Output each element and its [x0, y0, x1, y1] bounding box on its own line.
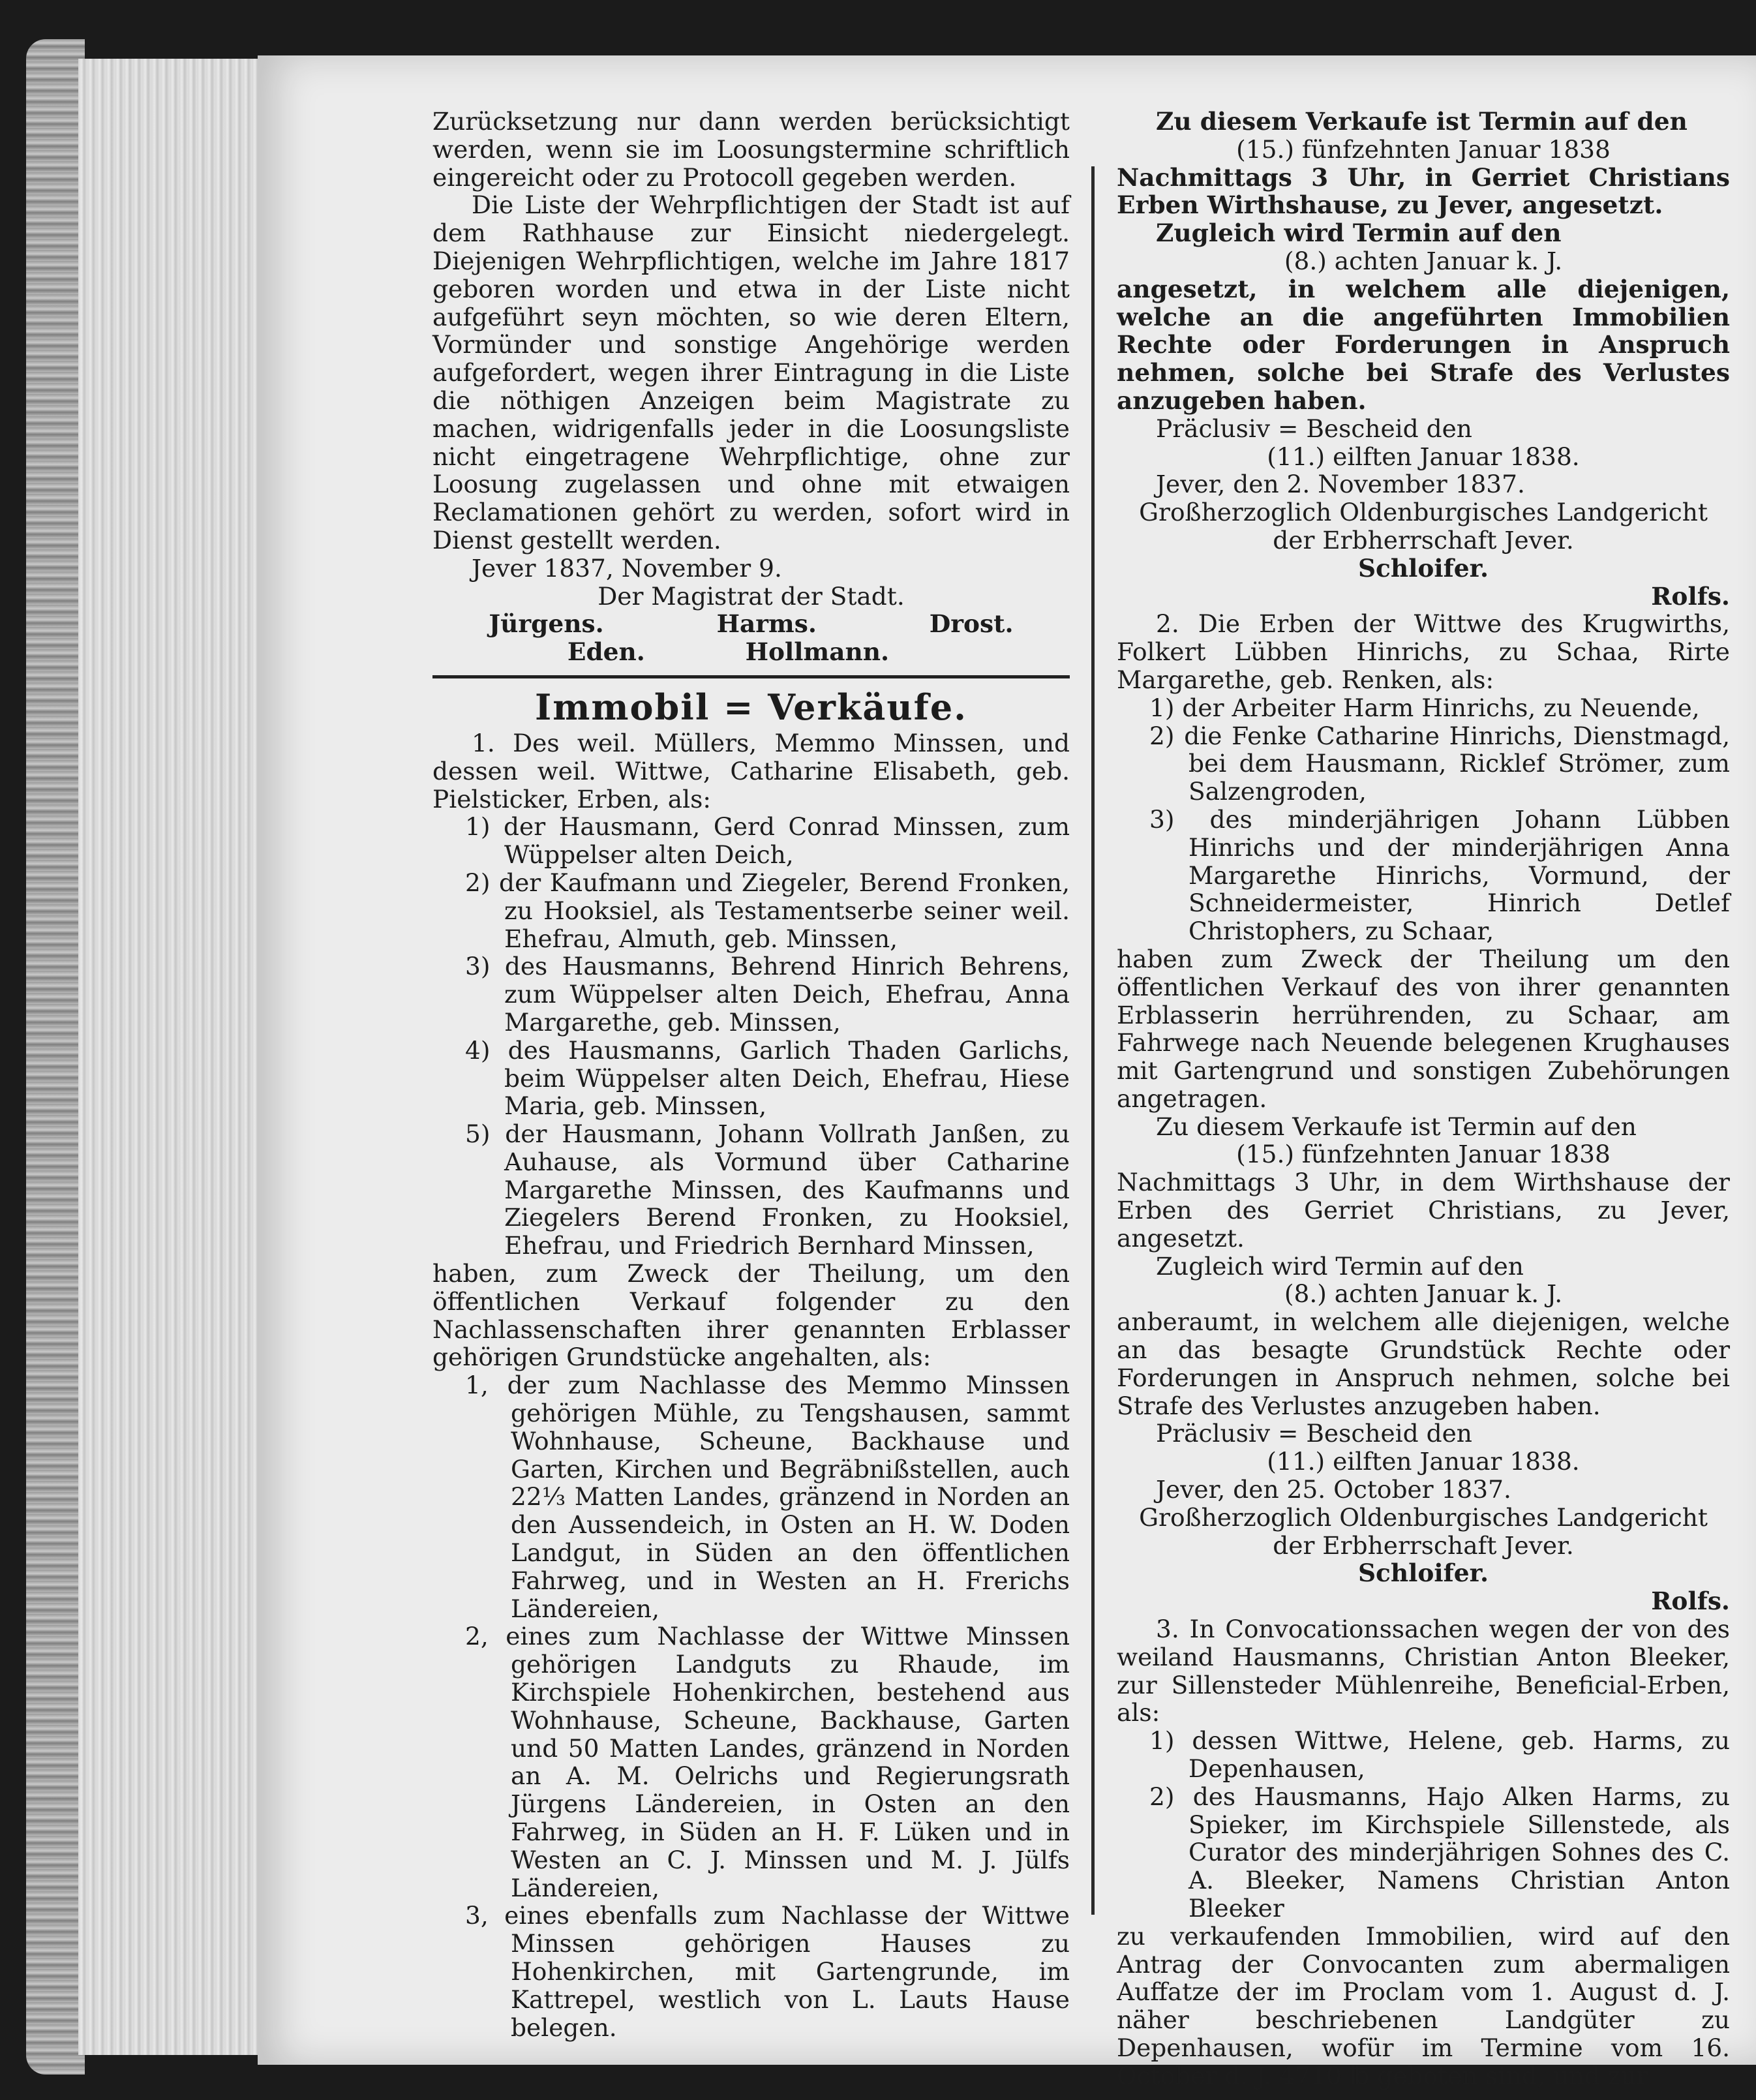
right-column — [1117, 108, 1730, 2090]
book-spine-edge — [26, 39, 85, 2075]
term-location-1: Nachmittags 3 Uhr, in Gerriet Christians Erben Wirthshause, zu Jever, angesetzt. — [1117, 162, 1730, 220]
sale-1-purpose: haben, zum Zweck der Theilung, um den öffentlichen Verkauf folgender zu den Nachlassenschaften ihrer genannten Erblasser gehörigen Grundstücke angehalten, als: — [432, 1259, 1070, 1372]
preclusive-intro-2: Präclusiv = Bescheid den — [1156, 1419, 1472, 1448]
page-stack-edge — [78, 59, 274, 2055]
term-intro-2: Zu diesem Verkaufe ist Termin auf den — [1156, 1112, 1637, 1141]
heir-3-1: 1) dessen Wittwe, Helene, geb. Harms, zu Depenhausen, — [1149, 1726, 1730, 1784]
signature-eden: Eden. — [567, 637, 645, 667]
heir-2: 2) der Kaufmann und Ziegeler, Berend Fronken, zu Hooksiel, als Testamentserbe seiner weil. Ehefrau, Almuth, geb. Minssen, — [465, 868, 1070, 953]
heir-3-2: 2) des Hausmanns, Hajo Alken Harms, zu Spieker, im Kirchspiele Sillenstede, als Curator des minderjährigen Sohnes des C. A. Bleeker, Namens Christian Anton Bleeker — [1149, 1782, 1730, 1923]
signature-row-2 — [432, 638, 1070, 666]
preclusive-date-1: (11.) eilften Januar 1838. — [1267, 442, 1580, 471]
section-rule — [432, 675, 1070, 678]
sale-2-intro: 2. Die Erben der Wittwe des Krugwirths, Folkert Lübben Hinrichs, zu Schaa, Rirte Margarethe, geb. Renken, als: — [1117, 609, 1730, 694]
signature-schloifer-1: Schloifer. — [1357, 553, 1489, 583]
signature-drost: Drost. — [929, 609, 1014, 639]
term-location-2: Nachmittags 3 Uhr, in dem Wirthshause der Erben des Gerriet Christians, zu Jever, angesetzt. — [1117, 1168, 1730, 1253]
conscription-notice: Die Liste der Wehrpflichtigen der Stadt ist auf dem Rathhause zur Einsicht niedergelegt. Diejenigen Wehrpflichtigen, welche im Jahre 1817 geboren worden und etwa in der Liste nicht aufgeführt seyn möchten, so wie deren Eltern, Vormünder und sonstige Angehörige werden aufgefordert, wegen ihrer Eintragung in die Liste die nöthigen Anzeigen beim Magistrate zu machen, widrigenfalls jeder in die Loosungsliste nicht eingetragene Wehrpflichtige, ohne zur Loosung zugelassen und ohne mit etwaigen Reclamationen gehört zu werden, sofort wird in Dienst gestellt werden. — [432, 190, 1070, 555]
claims-term-date-1: (8.) achten Januar k. J. — [1284, 246, 1563, 275]
term-intro-1: Zu diesem Verkaufe ist Termin auf den — [1156, 107, 1688, 136]
sale-1-intro: 1. Des weil. Müllers, Memmo Minssen, und dessen weil. Wittwe, Catharine Elisabeth, geb. Pielsticker, Erben, als: — [432, 728, 1070, 814]
court-date-2: Jever, den 25. October 1837. — [1156, 1475, 1511, 1504]
heir-4: 4) des Hausmanns, Garlich Thaden Garlichs, beim Wüppelser alten Deich, Ehefrau, Hiese Maria, geb. Minssen, — [465, 1035, 1070, 1121]
property-2: 2, eines zum Nachlasse der Wittwe Minssen gehörigen Landguts zu Rhaude, im Kirchspiele Hohenkirchen, bestehend aus Wohnhause, Scheune, Backhause, Garten und 50 Matten Landes, gränzend in Norden an A. M. Oelrichs und Regierungsrath Jürgens Ländereien, in Osten an den Fahrweg, in Süden an H. F. Lüken und in Westen an C. J. Minssen und M. J. Jülfs Ländereien, — [465, 1622, 1070, 1902]
left-column — [432, 108, 1070, 2041]
term-date-1: (15.) fünfzehnten Januar 1838 — [1236, 134, 1611, 164]
court-name-1: Großherzoglich Oldenburgisches Landgericht der Erbherrschaft Jever. — [1139, 498, 1708, 555]
signature-rolfs-2: Rolfs. — [1651, 1587, 1730, 1616]
claims-term-intro-1: Zugleich wird Termin auf den — [1156, 219, 1562, 248]
property-3: 3, eines ebenfalls zum Nachlasse der Wittwe Minssen gehörigen Hauses zu Hohenkirchen, mit Gartengrunde, im Kattrepel, westlich von L. Lauts Hause belegen. — [465, 1901, 1070, 2042]
signature-schloifer-2: Schloifer. — [1357, 1559, 1489, 1588]
signature-juergens: Jürgens. — [489, 609, 604, 639]
property-1: 1, der zum Nachlasse des Memmo Minssen gehörigen Mühle, zu Tengshausen, sammt Wohnhause, Scheune, Backhause und Garten, Kirchen und Begräbnißstellen, auch 22⅓ Matten Landes, gränzend in Norden an den Aussendeich, in Osten an H. W. Doden Landgut, in Süden an den öffentlichen Fahrweg, und in Westen an H. Frerichs Ländereien, — [465, 1371, 1070, 1623]
signature-hollmann: Hollmann. — [745, 637, 890, 667]
claims-notice-1: angesetzt, in welchem alle diejenigen, welche an die angeführten Immobilien Rechte oder Forderungen in Anspruch nehmen, solche bei Strafe des Verlustes anzugeben haben. — [1117, 274, 1730, 415]
heir-2-1: 1) der Arbeiter Harm Hinrichs, zu Neuende, — [1149, 693, 1700, 722]
heir-2-3: 3) des minderjährigen Johann Lübben Hinrichs und der minderjährigen Anna Margarethe Hinrichs, Vormund, der Schneidermeister, Hinrich Detlef Christophers, zu Schaar, — [1149, 804, 1730, 946]
sale-2-purpose: haben zum Zweck der Theilung um den öffentlichen Verkauf des von ihrer genannten Erblasserin herrührenden, zu Schaar, am Fahrwege nach Neuende belegenen Krughauses mit Gartengrund und sonstigen Zubehörungen angetragen. — [1117, 944, 1730, 1113]
magistrate-signature: Der Magistrat der Stadt. — [598, 581, 905, 611]
claims-term-date-2: (8.) achten Januar k. J. — [1284, 1279, 1563, 1309]
heir-5: 5) der Hausmann, Johann Vollrath Janßen, zu Auhause, als Vormund über Catharine Margarethe Minssen, des Kaufmanns und Ziegelers Berend Fronken, zu Hooksiel, Ehefrau, und Friedrich Bernhard Minssen, — [465, 1119, 1070, 1260]
sale-3-purpose: zu verkaufenden Immobilien, wird auf den Antrag der Convocanten zum abermaligen Auffatze der im Proclam vom 1. August d. J. näher beschriebenen Landgüter zu Depenhausen, wofür im Termine vom 16. October d. J. 4710 ℔ geboten sind, und zur — [1117, 1921, 1730, 2090]
court-date-1: Jever, den 2. November 1837. — [1156, 470, 1525, 499]
claims-notice-2: anberaumt, in welchem alle diejenigen, welche an das besagte Grundstück Rechte oder Forderungen in Anspruch nehmen, solche bei Strafe des Verlustes anzugeben haben. — [1117, 1307, 1730, 1420]
section-title: Immobil = Verkäufe. — [535, 686, 967, 728]
signature-harms: Harms. — [716, 609, 817, 639]
heir-3: 3) des Hausmanns, Behrend Hinrich Behrens, zum Wüppelser alten Deich, Ehefrau, Anna Margarethe, geb. Minssen, — [465, 952, 1070, 1037]
column-divider — [1091, 166, 1095, 1915]
heir-2-2: 2) die Fenke Catharine Hinrichs, Dienstmagd, bei dem Hausmann, Ricklef Strömer, zum Salzengroden, — [1149, 721, 1730, 806]
notice-date: Jever 1837, November 9. — [472, 553, 782, 583]
signature-rolfs-1: Rolfs. — [1651, 581, 1730, 611]
preclusive-intro-1: Präclusiv = Bescheid den — [1156, 414, 1472, 443]
left-paragraph-continuation: Zurücksetzung nur dann werden berücksichtigt werden, wenn sie im Loosungstermine schriftlich eingereicht oder zu Protocoll gegeben werden. — [432, 107, 1070, 192]
sale-3-intro: 3. In Convocationssachen wegen der von des weiland Hausmanns, Christian Anton Bleeker, zur Sillensteder Mühlenreihe, Beneficial-Erben, als: — [1117, 1615, 1730, 1727]
preclusive-date-2: (11.) eilften Januar 1838. — [1267, 1447, 1580, 1476]
claims-term-intro-2: Zugleich wird Termin auf den — [1156, 1251, 1524, 1281]
signature-row-1 — [432, 610, 1070, 638]
term-date-2: (15.) fünfzehnten Januar 1838 — [1236, 1140, 1611, 1169]
heir-1: 1) der Hausmann, Gerd Conrad Minssen, zum Wüppelser alten Deich, — [465, 812, 1070, 870]
court-name-2: Großherzoglich Oldenburgisches Landgericht der Erbherrschaft Jever. — [1139, 1502, 1708, 1560]
